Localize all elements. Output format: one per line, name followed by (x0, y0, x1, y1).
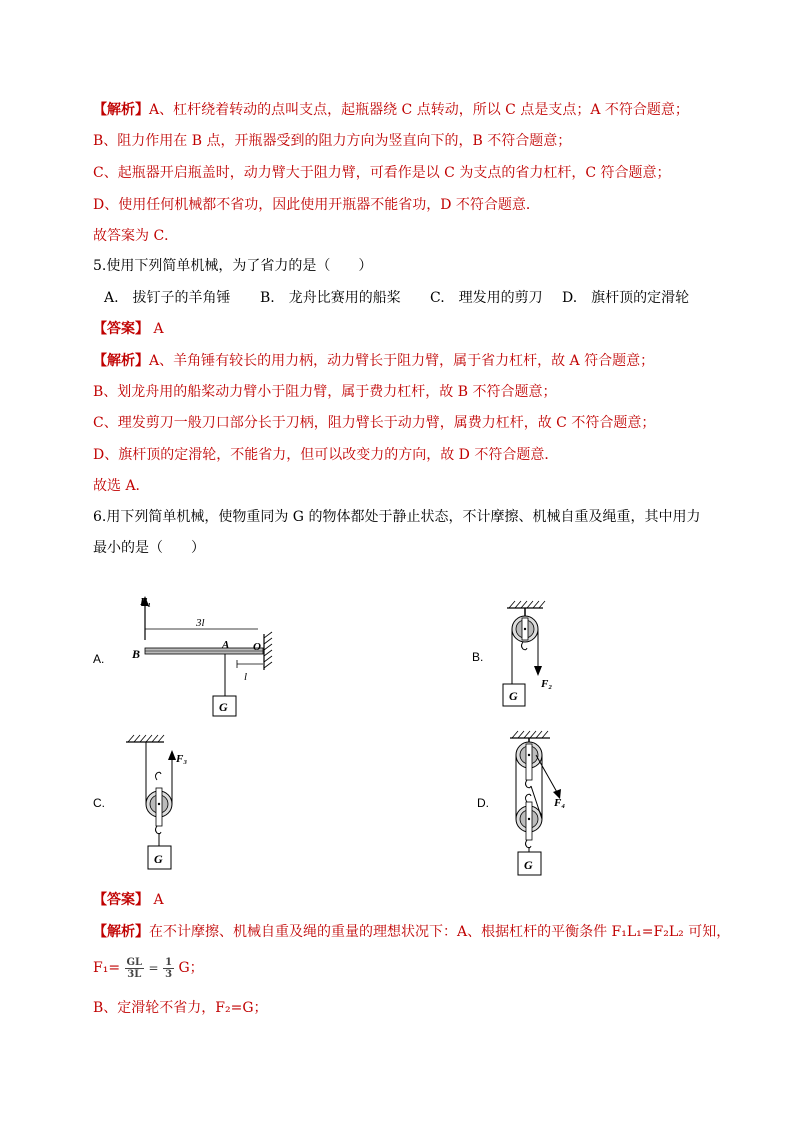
point-b-label: B (132, 647, 141, 661)
q6-formula: F₁= $\frac{GL}{3L}$ = $\frac{1}{3}$ G； (93, 956, 204, 980)
fig-label-b: B. (472, 650, 484, 664)
q6-stem-line2: 最小的是（ ） (93, 540, 205, 556)
q4-analysis-line-c: C、起瓶器开启瓶盖时，动力臂大于阻力臂，可看作是以 C 为支点的省力杠杆，C 符合题意； (93, 165, 671, 181)
q5-analysis-line-d: D、旗杆顶的定滑轮，不能省力，但可以改变力的方向，故 D 不符合题意． (93, 447, 559, 463)
point-o-label: O (253, 641, 261, 653)
weight-g-a: G (219, 700, 228, 714)
fraction-gl-3l: $\frac{GL}{3L}$ (126, 956, 143, 980)
q4-final: 故答案为 C． (93, 228, 179, 244)
q5-stem: 5.使用下列简单机械，为了省力的是（ ） (93, 258, 373, 274)
f1-label: F₁ (140, 596, 152, 608)
weight-g-c: G (154, 852, 163, 866)
q5-option-d: D. 旗杆顶的定滑轮 (562, 290, 690, 306)
q4-analysis-line-a: 【解析】A、杠杆绕着转动的点叫支点，起瓶器绕 C 点转动，所以 C 点是支点；A 不符合题意； (93, 102, 689, 118)
weight-g-b: G (509, 689, 518, 703)
f3-label: F₃ (176, 753, 188, 765)
q5-option-c: C. 理发用的剪刀 (430, 290, 543, 306)
figure-a-lever (120, 590, 290, 720)
fraction-1-3: $\frac{1}{3}$ (165, 956, 173, 980)
f2-label: F₂ (541, 678, 553, 690)
q5-analysis-line-a: 【解析】A、羊角锤有较长的用力柄，动力臂长于阻力臂，属于省力杠杆，故 A 符合题意； (93, 353, 655, 369)
figure-c-movable-pulley (124, 728, 204, 876)
q5-option-b: B. 龙舟比赛用的船桨 (260, 290, 401, 306)
q5-analysis-line-b: B、划龙舟用的船桨动力臂小于阻力臂，属于费力杠杆，故 B 不符合题意； (93, 384, 557, 400)
q5-option-a: A. 拔钉子的羊角锤 (104, 290, 231, 306)
q5-answer: 【答案】 A (93, 321, 164, 337)
q5-analysis-line-c: C、理发剪刀一般刀口部分长于刀柄，阻力臂长于动力臂，属费力杠杆，故 C 不符合题意； (93, 415, 656, 431)
q6-analysis-intro: 【解析】在不计摩擦、机械自重及绳的重量的理想状况下：A、根据杠杆的平衡条件 F₁L₁=F₂L₂ 可知， (93, 924, 731, 940)
l-label: l (244, 671, 248, 683)
q4-analysis-line-b: B、阻力作用在 B 点，开瓶器受到的阻力方向为竖直向下的，B 不符合题意； (93, 133, 572, 149)
figure-d-pulley-block (496, 728, 586, 880)
q5-answer-value: A (153, 321, 164, 337)
q6-stem-line1: 6.用下列简单机械，使物重同为 G 的物体都处于静止状态，不计摩擦、机械自重及绳重，其中用力 (93, 509, 701, 525)
fig-label-d: D. (477, 796, 489, 810)
analysis-tag: 【解析】 (93, 102, 149, 118)
q6-answer-value: A (153, 892, 164, 908)
fig-label-a: A. (93, 652, 105, 666)
q5-final: 故选 A． (93, 478, 150, 494)
f4-label: F₄ (554, 797, 566, 809)
fig-label-c: C. (93, 796, 105, 810)
weight-g-d: G (524, 858, 533, 872)
q6-answer: 【答案】 A (93, 892, 164, 908)
q6-analysis-line-b: B、定滑轮不省力，F₂=G； (93, 1000, 268, 1016)
q4-analysis-line-d: D、使用任何机械都不省功，因此使用开瓶器不能省功，D 不符合题意． (93, 197, 540, 213)
figure-b-fixed-pulley (495, 598, 575, 713)
three-l-label: 3l (196, 617, 205, 629)
point-a-label: A (222, 639, 230, 651)
